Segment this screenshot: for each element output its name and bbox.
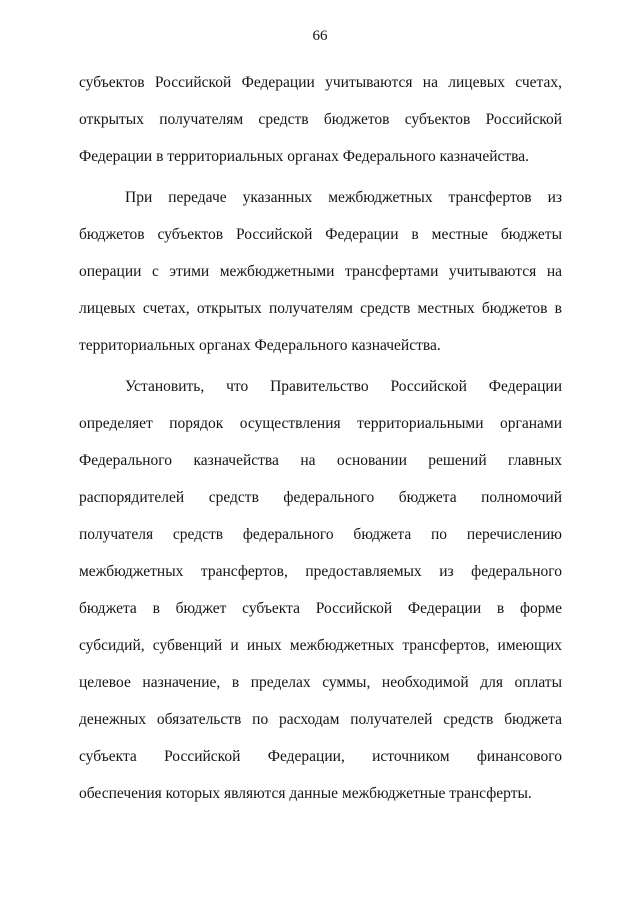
text-line: территориальных органах Федерального казначейства. [79,337,441,354]
text-line: При передаче указанных межбюджетных трансфертов из [125,189,562,206]
page-number: 66 [312,28,328,44]
text-line: открытых получателям средств бюджетов субъектов Российской [79,111,562,128]
text-line: Федерального казначейства на основании решений главных [79,452,562,469]
text-line: бюджетов субъектов Российской Федерации в местные бюджеты [79,226,562,243]
document-body [79,64,562,816]
text-line: операции с этими межбюджетными трансфертами учитываются на [79,263,562,280]
paragraph-3 [79,368,562,812]
text-line: бюджета в бюджет субъекта Российской Федерации в форме [79,600,562,617]
paragraph-2 [79,179,562,364]
text-line: субсидий, субвенций и иных межбюджетных трансфертов, имеющих [79,637,562,654]
text-line: обеспечения которых являются данные межбюджетные трансферты. [79,785,532,802]
text-line: получателя средств федерального бюджета по перечислению [79,526,562,543]
text-line: денежных обязательств по расходам получателей средств бюджета [79,711,562,728]
text-line: распорядителей средств федерального бюджета полномочий [79,489,562,506]
paragraph-1 [79,64,562,175]
text-line: целевое назначение, в пределах суммы, необходимой для оплаты [79,674,562,691]
text-line: определяет порядок осуществления территориальными органами [79,415,562,432]
text-line: субъекта Российской Федерации, источником финансового [79,748,562,765]
text-line: субъектов Российской Федерации учитываются на лицевых счетах, [79,74,562,91]
text-line: Установить, что Правительство Российской Федерации [125,378,562,395]
text-line: межбюджетных трансфертов, предоставляемых из федерального [79,563,562,580]
text-line: Федерации в территориальных органах Федерального казначейства. [79,148,530,165]
text-line: лицевых счетах, открытых получателям средств местных бюджетов в [79,300,562,317]
